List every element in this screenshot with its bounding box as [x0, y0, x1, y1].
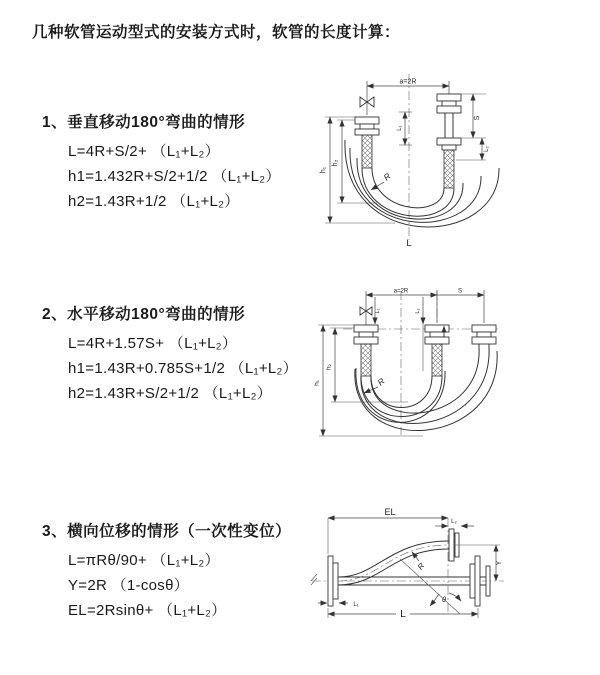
diagram-vertical-180-bend — [315, 68, 600, 253]
length-label: L — [400, 609, 406, 620]
dim-s-label: S — [474, 115, 481, 121]
dim-y-label: Y — [496, 560, 503, 566]
section-3 — [42, 513, 342, 622]
formula-line: EL=2Rsinθ+ （L₁+L₂） — [68, 602, 227, 619]
dim-l1-label: L₁ — [397, 125, 403, 131]
valve-icon — [360, 291, 372, 325]
right-flange-bottom — [437, 138, 461, 150]
braided-hose — [432, 344, 442, 376]
braided-hose — [361, 344, 371, 376]
section-1 — [42, 104, 342, 213]
section-2-heading: 2、水平移动180°弯曲的情形 — [42, 306, 246, 323]
dim-l1-label: L₁ — [353, 602, 359, 608]
dim-h1-label: h₁ — [320, 166, 327, 174]
radius-label: R — [381, 170, 393, 183]
formula-line: h2=1.43R+S/2+1/2 （L₁+L₂） — [68, 385, 273, 402]
middle-flange — [425, 325, 449, 344]
diagram-lateral-displacement — [308, 502, 600, 642]
formula-line: Y=2R （1-cosθ） — [68, 577, 190, 594]
left-flange — [328, 556, 338, 606]
right-flange — [470, 556, 490, 606]
braided-hose — [362, 135, 372, 168]
dim-h2-label: h₂ — [332, 159, 339, 167]
angle-theta-label: θ — [441, 595, 447, 604]
left-flange — [354, 325, 378, 344]
centerline-mark — [311, 574, 317, 585]
formula-line: L=4R+S/2+ （L₁+L₂） — [68, 143, 220, 160]
dim-h2-label: h₂ — [325, 363, 333, 371]
s-curve-hose — [338, 541, 449, 585]
radius-label: R — [415, 561, 427, 572]
left-flange — [355, 117, 379, 135]
dim-l2-label: L₂ — [415, 308, 421, 314]
section-1-heading: 1、垂直移动180°弯曲的情形 — [42, 114, 246, 131]
right-flange — [472, 325, 496, 344]
formula-line: h2=1.43R+1/2 （L₁+L₂） — [68, 193, 240, 210]
section-3-heading: 3、横向位移的情形（一次性变位） — [42, 523, 292, 540]
u-bend-hose-displaced — [355, 344, 497, 431]
section-2 — [42, 296, 342, 405]
formula-line: L=πRθ/90+ （L₁+L₂） — [68, 552, 220, 569]
dim-el-label: EL — [384, 507, 396, 517]
formula-line: h1=1.432R+S/2+1/2 （L₁+L₂） — [68, 168, 281, 185]
braided-hose — [444, 150, 454, 188]
page-title: 几种软管运动型式的安装方式时，软管的长度计算： — [32, 24, 401, 41]
dim-a2r-label: a=2R — [393, 288, 409, 295]
radius-label: R — [375, 375, 387, 388]
length-label: L — [406, 238, 412, 249]
dim-a2r-label: a=2R — [399, 78, 417, 86]
dim-l1-label: L₁ — [375, 308, 381, 314]
dim-s-label: S — [457, 288, 463, 295]
diagram-horizontal-180-bend — [313, 283, 600, 458]
dim-h1-label: h₁ — [313, 380, 321, 386]
dim-l2-label: L₂ — [484, 146, 490, 152]
formula-line: h1=1.43R+0.785S+1/2 （L₁+L₂） — [68, 360, 298, 377]
right-flange-top — [437, 94, 461, 113]
dim-l2-label: L₂ — [451, 519, 457, 525]
formula-line: L=4R+1.57S+ （L₁+L₂） — [68, 335, 238, 352]
